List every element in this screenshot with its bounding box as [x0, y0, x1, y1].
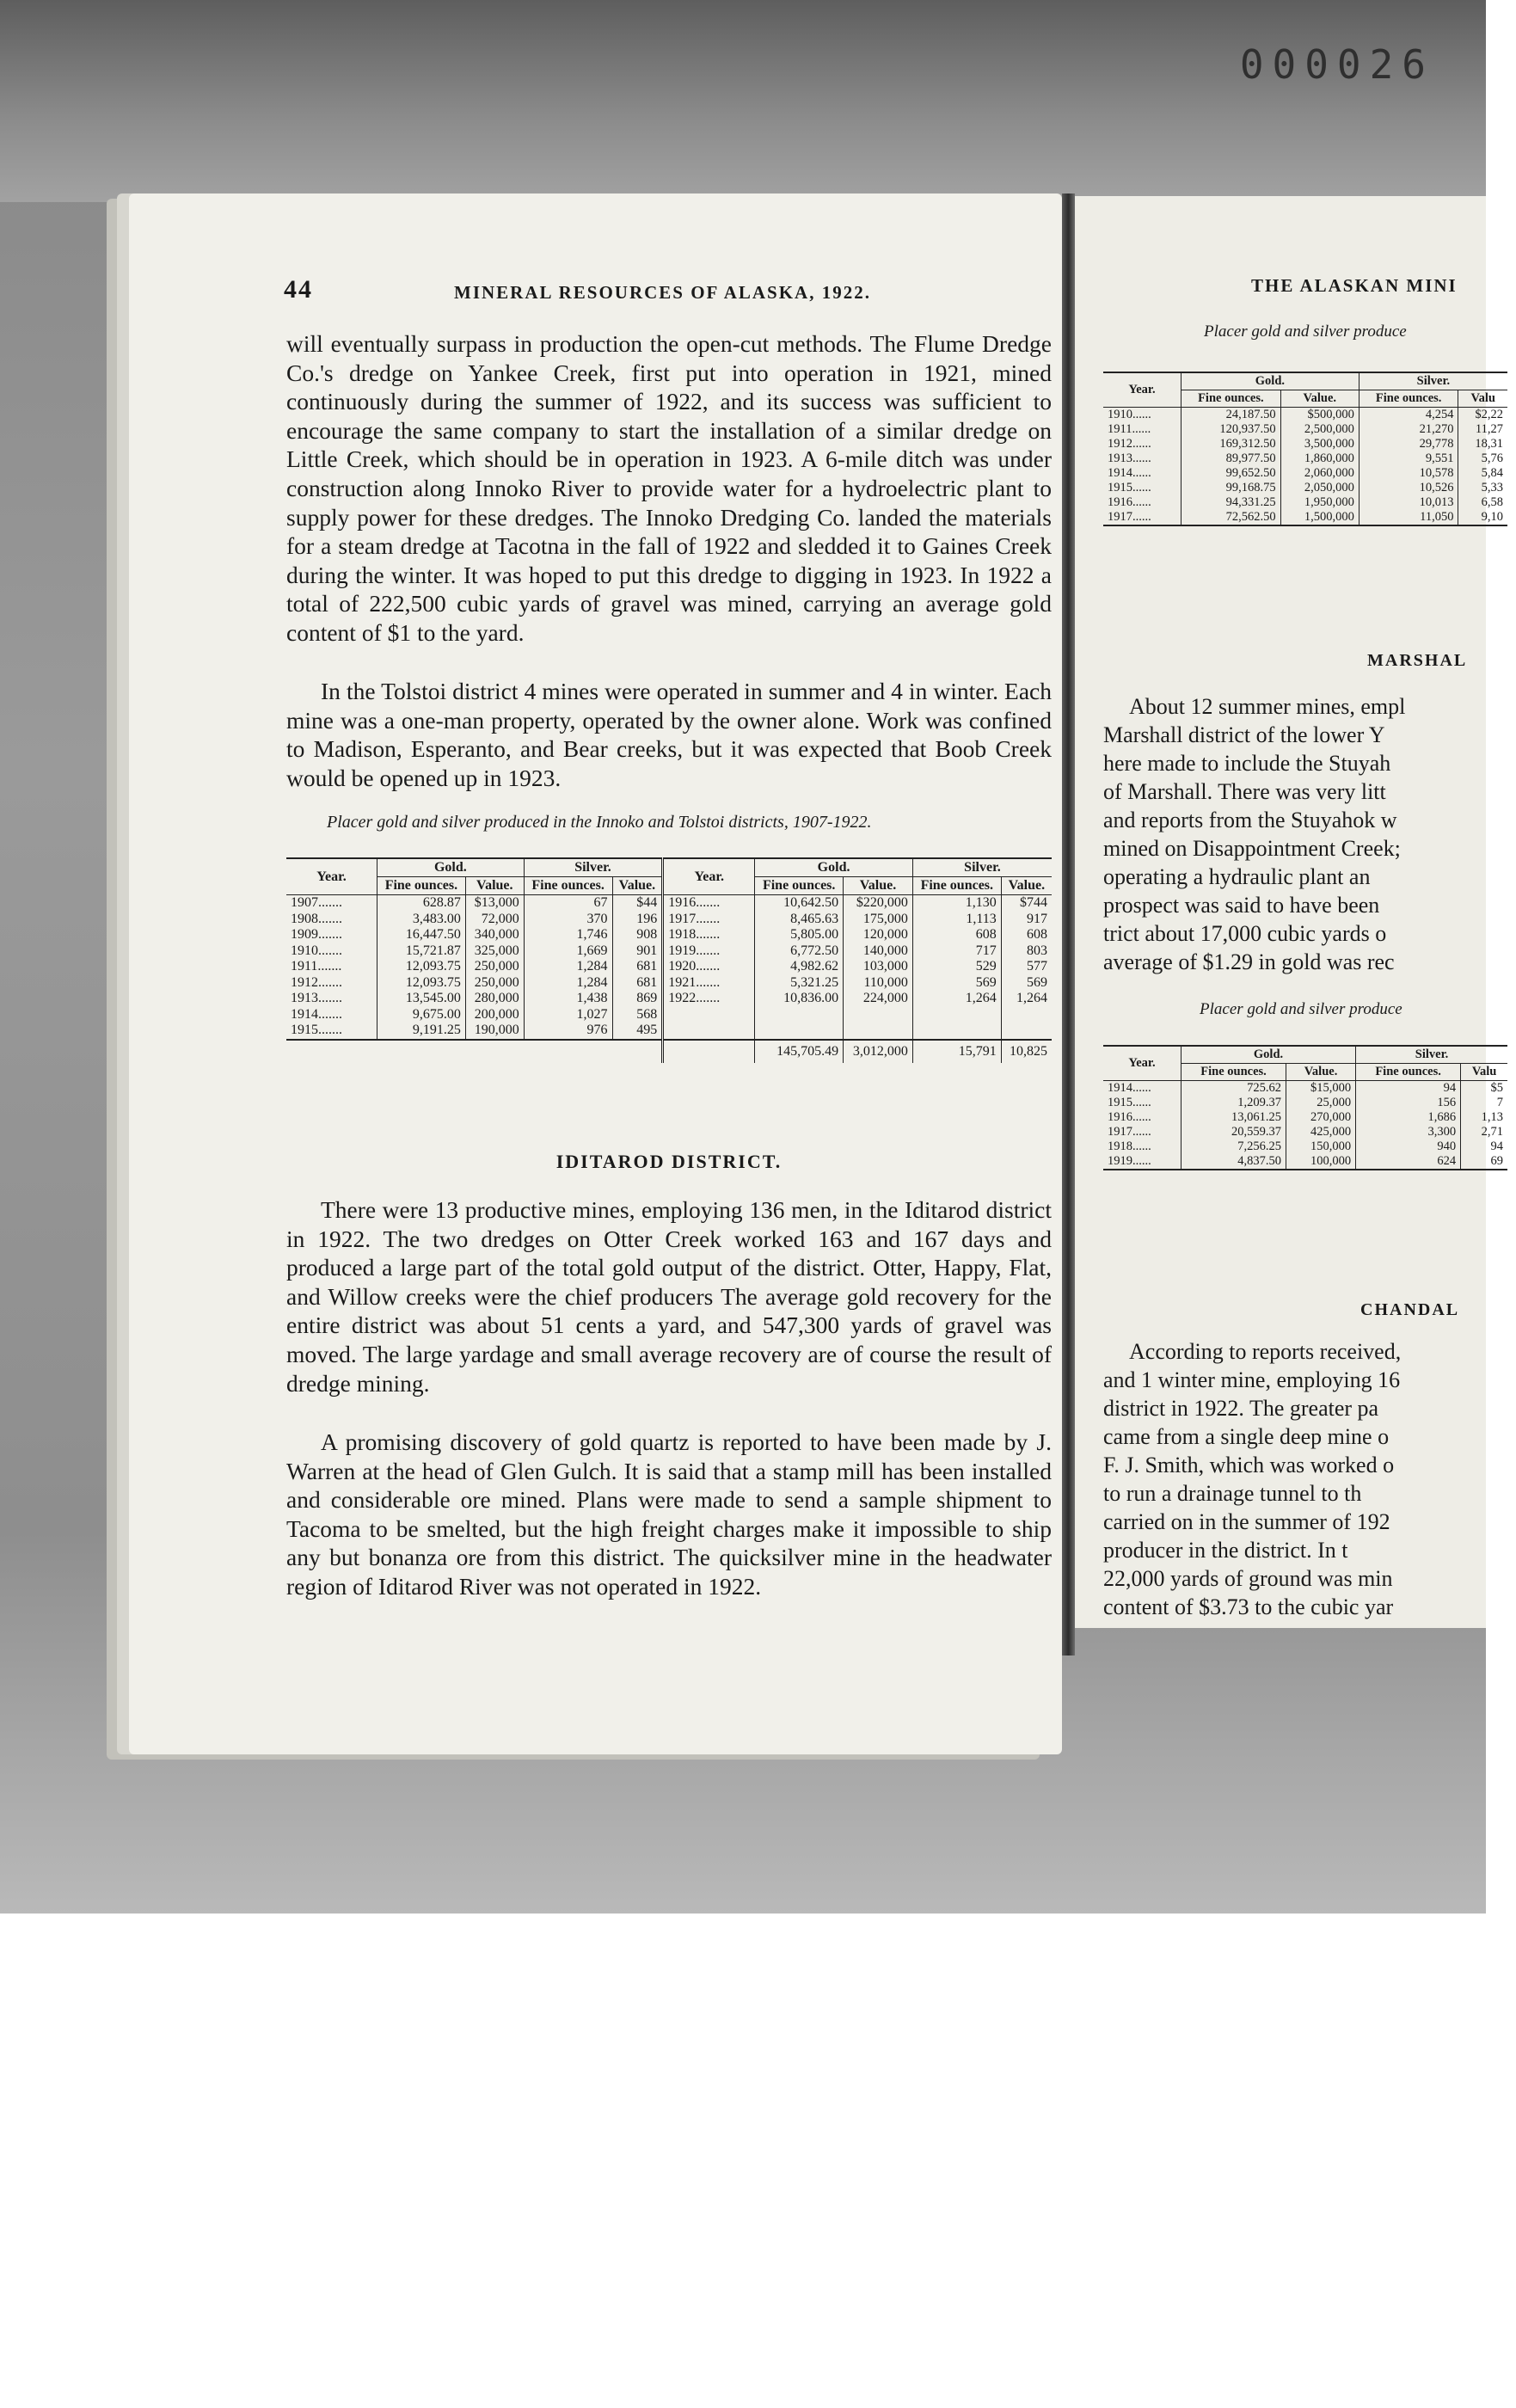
year-cell: 1912.......	[291, 974, 342, 990]
value-cell: 190,000	[465, 1023, 524, 1040]
value-cell: 10,642.50	[755, 895, 844, 912]
year-cell	[663, 1023, 755, 1040]
rt2-row	[1103, 1081, 1507, 1096]
rt1-row	[1103, 481, 1507, 495]
value-cell: 196	[612, 912, 663, 928]
value-cell: 99,652.50	[1181, 466, 1281, 481]
year-cell: 1911......	[1108, 422, 1151, 436]
rt2-row	[1103, 1140, 1507, 1154]
rt2-silver-header: Silver.	[1356, 1046, 1507, 1064]
value-cell: 67	[524, 895, 612, 912]
silver-fine-ounces-header-2: Fine ounces.	[912, 877, 1001, 895]
iditarod-paragraph-1: There were 13 productive mines, employing 136 men, in the Iditarod district in 1922. The two dredges on Otter Creek worked 163 and 167 days and produced a large part of the total gold output of the district. Otter, Happy, Flat, and Willow creeks were the chief producers The average gold recovery for the entire district was about 51 cents a yard, and 547,300 yards of gravel was moved. The large yardage and small average recovery are of course the result of dredge mining.	[286, 1196, 1052, 1397]
document-stamp-number: 000026	[1239, 41, 1434, 88]
value-cell: 6,58	[1458, 495, 1507, 510]
year-cell: 1917......	[1108, 510, 1151, 524]
value-cell: 72,562.50	[1181, 510, 1281, 525]
innoko-tolstoi-production-table	[286, 857, 1052, 1063]
year-cell: 1916......	[1108, 495, 1151, 509]
silver-header-2: Silver.	[912, 858, 1052, 877]
right-running-title: THE ALASKAN MINI	[1251, 275, 1458, 296]
marshall-text-line: average of $1.29 in gold was rec	[1103, 949, 1395, 974]
value-cell: 11,27	[1458, 422, 1507, 437]
rt2-silver-ounces-header: Fine ounces.	[1356, 1064, 1461, 1081]
value-cell: $500,000	[1280, 408, 1359, 423]
rt1-row	[1103, 466, 1507, 481]
value-cell: 270,000	[1286, 1110, 1356, 1125]
rt2-row	[1103, 1096, 1507, 1110]
tolstoi-paragraph: In the Tolstoi district 4 mines were operated in summer and 4 in winter. Each mine was a one-man property, operated by the owner alone. Work was confined to Madison, Esperanto, and Bear creeks, but it was expected that Boob Creek would be opened up in 1923.	[286, 678, 1052, 791]
rt1-gold-ounces-header: Fine ounces.	[1181, 390, 1281, 408]
year-cell	[663, 1007, 755, 1023]
value-cell: 577	[1001, 959, 1052, 975]
value-cell: 7	[1461, 1096, 1507, 1110]
year-cell: 1911.......	[291, 959, 342, 974]
value-cell: 608	[912, 927, 1001, 943]
value-cell: 5,321.25	[755, 975, 844, 992]
marshall-text	[1103, 692, 1516, 976]
chandalar-text-line: content of $3.73 to the cubic yar	[1103, 1594, 1394, 1619]
marshall-section-title: MARSHAL	[1367, 651, 1468, 670]
value-cell: 21,270	[1359, 422, 1458, 437]
value-cell: 25,000	[1286, 1096, 1356, 1110]
chandalar-text-line: According to reports received,	[1129, 1339, 1402, 1364]
value-cell: 15,721.87	[377, 943, 466, 960]
value-cell: 5,84	[1458, 466, 1507, 481]
value-cell: 10,526	[1359, 481, 1458, 495]
value-cell: 18,31	[1458, 437, 1507, 452]
year-cell: 1918.......	[663, 927, 755, 943]
value-cell: 12,093.75	[377, 959, 466, 975]
total-gold-ounces: 145,705.49	[755, 1040, 844, 1063]
value-cell: 169,312.50	[1181, 437, 1281, 452]
chandalar-text-line: came from a single deep mine o	[1103, 1424, 1390, 1449]
value-cell: 20,559.37	[1181, 1125, 1286, 1140]
value-cell: 3,483.00	[377, 912, 466, 928]
rt1-row	[1103, 510, 1507, 525]
right-table1-caption: Placer gold and silver produce	[1204, 322, 1407, 341]
year-cell: 1919.......	[663, 943, 755, 960]
rt2-gold-value-header: Value.	[1286, 1064, 1356, 1081]
value-cell: 681	[612, 959, 663, 975]
value-cell: 1,284	[524, 975, 612, 992]
year-cell: 1913.......	[291, 991, 342, 1005]
value-cell: $13,000	[465, 895, 524, 912]
value-cell: 2,71	[1461, 1125, 1507, 1140]
gold-header-2: Gold.	[755, 858, 913, 877]
value-cell: 1,113	[912, 912, 1001, 928]
value-cell: 9,191.25	[377, 1023, 466, 1040]
value-cell: 3,300	[1356, 1125, 1461, 1140]
value-cell: 568	[612, 1007, 663, 1023]
value-cell	[755, 1007, 844, 1023]
table-totals-row	[286, 1040, 1052, 1063]
year-cell: 1915.......	[291, 1023, 342, 1037]
value-cell: 1,746	[524, 927, 612, 943]
silver-value-header-2: Value.	[1001, 877, 1052, 895]
rt1-gold-value-header: Value.	[1280, 390, 1359, 408]
gold-value-header: Value.	[465, 877, 524, 895]
marshall-text-line: Marshall district of the lower Y	[1103, 722, 1385, 747]
table-row	[286, 991, 1052, 1007]
total-silver-ounces: 15,791	[912, 1040, 1001, 1063]
total-silver-value: 10,825	[1001, 1040, 1052, 1063]
chandalar-text-line: producer in the district. In t	[1103, 1538, 1348, 1563]
year-cell: 1917......	[1108, 1125, 1151, 1139]
chandalar-text-line: and 1 winter mine, employing 16	[1103, 1367, 1401, 1392]
rt2-silver-value-header: Valu	[1461, 1064, 1507, 1081]
chandalar-text-line: district in 1922. The greater pa	[1103, 1396, 1379, 1421]
value-cell: 7,256.25	[1181, 1140, 1286, 1154]
value-cell: 10,013	[1359, 495, 1458, 510]
marshall-text-line: and reports from the Stuyahok w	[1103, 808, 1397, 832]
value-cell: 10,578	[1359, 466, 1458, 481]
value-cell: 1,686	[1356, 1110, 1461, 1125]
table-row	[286, 912, 1052, 928]
year-cell: 1910......	[1108, 408, 1151, 421]
value-cell: 1,264	[912, 991, 1001, 1007]
value-cell: 89,977.50	[1181, 452, 1281, 466]
year-cell: 1912......	[1108, 437, 1151, 451]
value-cell: 94,331.25	[1181, 495, 1281, 510]
marshall-text-line: mined on Disappointment Creek;	[1103, 836, 1401, 861]
year-cell: 1916.......	[663, 895, 755, 912]
value-cell: 72,000	[465, 912, 524, 928]
value-cell: 681	[612, 975, 663, 992]
value-cell: 1,13	[1461, 1110, 1507, 1125]
year-cell: 1909.......	[291, 927, 342, 942]
innoko-paragraph-1: will eventually surpass in production the open-cut methods. The Flume Dredge Co.'s dredge on Yankee Creek, first put into operation in 1921, mined continuously during the summer of 1922, and its success was sufficient to encourage the same company to start the installation of a similar dredge on Little Creek, which should be in operation in 1923. A 6-mile ditch was under construction along Innoko River to provide water for a hydroelectric plant to supply power for these dredges. The Innoko Dredging Co. landed the materials for a steam dredge at Tacotna in the fall of 1922 and sledded it to Gaines Creek during the winter. It was hoped to put this dredge to digging in 1923. In 1922 a total of 222,500 cubic yards of gravel was mined, carrying an average gold content of $1 to the yard.	[286, 330, 1052, 646]
value-cell: 13,061.25	[1181, 1110, 1286, 1125]
value-cell: 1,950,000	[1280, 495, 1359, 510]
value-cell: 9,675.00	[377, 1007, 466, 1023]
value-cell: $44	[612, 895, 663, 912]
value-cell: 9,10	[1458, 510, 1507, 525]
value-cell: 110,000	[844, 975, 913, 992]
value-cell: 325,000	[465, 943, 524, 960]
value-cell: 16,447.50	[377, 927, 466, 943]
year-cell: 1913......	[1108, 452, 1151, 465]
running-title: MINERAL RESOURCES OF ALASKA, 1922.	[454, 282, 871, 303]
value-cell: 29,778	[1359, 437, 1458, 452]
value-cell: 569	[912, 975, 1001, 992]
silver-fine-ounces-header: Fine ounces.	[524, 877, 612, 895]
year-cell: 1922.......	[663, 991, 755, 1007]
rt2-gold-ounces-header: Fine ounces.	[1181, 1064, 1286, 1081]
rt2-year-header: Year.	[1103, 1046, 1181, 1081]
value-cell: 1,500,000	[1280, 510, 1359, 525]
value-cell: 12,093.75	[377, 975, 466, 992]
rt1-silver-value-header: Valu	[1458, 390, 1507, 408]
value-cell: 99,168.75	[1181, 481, 1281, 495]
value-cell: 1,130	[912, 895, 1001, 912]
value-cell: 976	[524, 1023, 612, 1040]
value-cell: 9,551	[1359, 452, 1458, 466]
gold-fine-ounces-header-2: Fine ounces.	[755, 877, 844, 895]
chandalar-text-line: carried on in the summer of 192	[1103, 1509, 1390, 1534]
value-cell: 150,000	[1286, 1140, 1356, 1154]
gold-fine-ounces-header: Fine ounces.	[377, 877, 466, 895]
rt1-row	[1103, 437, 1507, 452]
gold-header: Gold.	[377, 858, 525, 877]
value-cell	[912, 1023, 1001, 1040]
value-cell: 250,000	[465, 959, 524, 975]
right-page-content	[1075, 196, 1503, 1628]
value-cell	[1001, 1007, 1052, 1023]
chandalar-text-line: F. J. Smith, which was worked o	[1103, 1453, 1395, 1477]
year-header: Year.	[286, 858, 377, 895]
chandalar-text	[1103, 1337, 1516, 1621]
scanner-bed-shadow	[0, 0, 1486, 202]
total-gold-value: 3,012,000	[844, 1040, 913, 1063]
table-row	[286, 1007, 1052, 1023]
value-cell	[844, 1023, 913, 1040]
value-cell: 4,837.50	[1181, 1154, 1286, 1170]
value-cell: 1,438	[524, 991, 612, 1007]
value-cell: 175,000	[844, 912, 913, 928]
value-cell: 725.62	[1181, 1081, 1286, 1096]
value-cell	[912, 1007, 1001, 1023]
value-cell: 495	[612, 1023, 663, 1040]
year-cell: 1915......	[1108, 481, 1151, 494]
rt2-gold-header: Gold.	[1181, 1046, 1356, 1064]
value-cell: 1,209.37	[1181, 1096, 1286, 1110]
rt1-year-header: Year.	[1103, 372, 1181, 408]
value-cell: 628.87	[377, 895, 466, 912]
table-row	[286, 975, 1052, 992]
value-cell: 624	[1356, 1154, 1461, 1170]
value-cell: 13,545.00	[377, 991, 466, 1007]
table-row	[286, 943, 1052, 960]
value-cell: 5,33	[1458, 481, 1507, 495]
value-cell: 10,836.00	[755, 991, 844, 1007]
value-cell: 3,500,000	[1280, 437, 1359, 452]
value-cell: $744	[1001, 895, 1052, 912]
rt1-silver-ounces-header: Fine ounces.	[1359, 390, 1458, 408]
rt2-row	[1103, 1110, 1507, 1125]
left-running-head	[146, 275, 920, 310]
year-cell: 1921.......	[663, 975, 755, 992]
marshall-text-line: trict about 17,000 cubic yards o	[1103, 921, 1387, 946]
marshall-text-line: of Marshall. There was very litt	[1103, 779, 1386, 804]
value-cell: 425,000	[1286, 1125, 1356, 1140]
marshall-text-line: here made to include the Stuyah	[1103, 751, 1391, 776]
value-cell: 5,805.00	[755, 927, 844, 943]
value-cell: 1,284	[524, 959, 612, 975]
value-cell: 140,000	[844, 943, 913, 960]
value-cell: 908	[612, 927, 663, 943]
year-cell: 1914......	[1108, 1081, 1151, 1095]
chandalar-section-title: CHANDAL	[1360, 1300, 1460, 1319]
value-cell: 11,050	[1359, 510, 1458, 525]
year-header-2: Year.	[663, 858, 755, 895]
rt1-row	[1103, 422, 1507, 437]
value-cell: 6,772.50	[755, 943, 844, 960]
gold-value-header-2: Value.	[844, 877, 913, 895]
year-cell: 1916......	[1108, 1110, 1151, 1124]
silver-value-header: Value.	[612, 877, 663, 895]
value-cell: 2,050,000	[1280, 481, 1359, 495]
value-cell: $2,22	[1458, 408, 1507, 423]
value-cell: 901	[612, 943, 663, 960]
value-cell: 1,860,000	[1280, 452, 1359, 466]
year-cell: 1915......	[1108, 1096, 1151, 1109]
value-cell: 4,982.62	[755, 959, 844, 975]
chandalar-text-line: to run a drainage tunnel to th	[1103, 1481, 1362, 1506]
table-row	[286, 959, 1052, 975]
rt1-row	[1103, 452, 1507, 466]
value-cell: 340,000	[465, 927, 524, 943]
marshall-text-line: operating a hydraulic plant an	[1103, 864, 1371, 889]
rt1-row	[1103, 408, 1507, 423]
value-cell: 4,254	[1359, 408, 1458, 423]
value-cell: 156	[1356, 1096, 1461, 1110]
value-cell: 529	[912, 959, 1001, 975]
value-cell: 1,264	[1001, 991, 1052, 1007]
value-cell: 5,76	[1458, 452, 1507, 466]
year-cell: 1914.......	[291, 1006, 342, 1022]
iditarod-paragraph-2: A promising discovery of gold quartz is reported to have been made by J. Warren at the head of Glen Gulch. It is said that a stamp mill has been installed and considerable ore mined. Plans were made to send a sample shipment to Tacoma to be smelted, but the high freight charges make it impossible to ship any but bonanza ore from this district. The quicksilver mine in the headwater region of Iditarod River was not operated in 1922.	[286, 1428, 1052, 1600]
year-cell: 1917.......	[663, 912, 755, 928]
value-cell: 940	[1356, 1140, 1461, 1154]
page-number: 44	[284, 275, 313, 304]
value-cell: 24,187.50	[1181, 408, 1281, 423]
value-cell: 803	[1001, 943, 1052, 960]
rt2-row	[1103, 1125, 1507, 1140]
value-cell	[1001, 1023, 1052, 1040]
year-cell: 1908.......	[291, 911, 342, 926]
value-cell: $220,000	[844, 895, 913, 912]
year-cell: 1914......	[1108, 466, 1151, 480]
year-cell: 1907.......	[291, 895, 342, 910]
rt1-row	[1103, 495, 1507, 510]
rt1-gold-header: Gold.	[1181, 372, 1359, 390]
marshall-text-line: About 12 summer mines, empl	[1129, 694, 1406, 719]
value-cell	[755, 1023, 844, 1040]
value-cell: $15,000	[1286, 1081, 1356, 1096]
value-cell: 69	[1461, 1154, 1507, 1170]
year-cell: 1920.......	[663, 959, 755, 975]
value-cell	[844, 1007, 913, 1023]
value-cell: 869	[612, 991, 663, 1007]
value-cell: 917	[1001, 912, 1052, 928]
year-cell: 1919......	[1108, 1154, 1151, 1168]
value-cell: 200,000	[465, 1007, 524, 1023]
right-production-table-2	[1103, 1045, 1507, 1170]
value-cell: 120,000	[844, 927, 913, 943]
value-cell: 94	[1356, 1081, 1461, 1096]
value-cell: 100,000	[1286, 1154, 1356, 1170]
rt1-silver-header: Silver.	[1359, 372, 1507, 390]
table-row	[286, 1023, 1052, 1040]
value-cell: 8,465.63	[755, 912, 844, 928]
value-cell: 1,027	[524, 1007, 612, 1023]
right-production-table-1	[1103, 372, 1507, 526]
value-cell: $5	[1461, 1081, 1507, 1096]
value-cell: 569	[1001, 975, 1052, 992]
table-row	[286, 895, 1052, 912]
value-cell: 120,937.50	[1181, 422, 1281, 437]
value-cell: 280,000	[465, 991, 524, 1007]
value-cell: 103,000	[844, 959, 913, 975]
iditarod-section-title: IDITAROD DISTRICT.	[555, 1151, 783, 1172]
marshall-text-line: prospect was said to have been	[1103, 893, 1380, 918]
rt2-row	[1103, 1154, 1507, 1170]
year-cell: 1918......	[1108, 1140, 1151, 1153]
value-cell: 370	[524, 912, 612, 928]
value-cell: 1,669	[524, 943, 612, 960]
year-cell: 1910.......	[291, 943, 342, 958]
value-cell: 2,500,000	[1280, 422, 1359, 437]
value-cell: 94	[1461, 1140, 1507, 1154]
table-caption: Placer gold and silver produced in the Innoko and Tolstoi districts, 1907-1922.	[327, 813, 872, 832]
right-table2-caption: Placer gold and silver produce	[1200, 1000, 1402, 1018]
value-cell: 2,060,000	[1280, 466, 1359, 481]
silver-header: Silver.	[524, 858, 663, 877]
value-cell: 717	[912, 943, 1001, 960]
chandalar-text-line: 22,000 yards of ground was min	[1103, 1566, 1393, 1591]
value-cell: 224,000	[844, 991, 913, 1007]
value-cell: 250,000	[465, 975, 524, 992]
book-gutter	[1062, 194, 1075, 1656]
table-row	[286, 927, 1052, 943]
value-cell: 608	[1001, 927, 1052, 943]
